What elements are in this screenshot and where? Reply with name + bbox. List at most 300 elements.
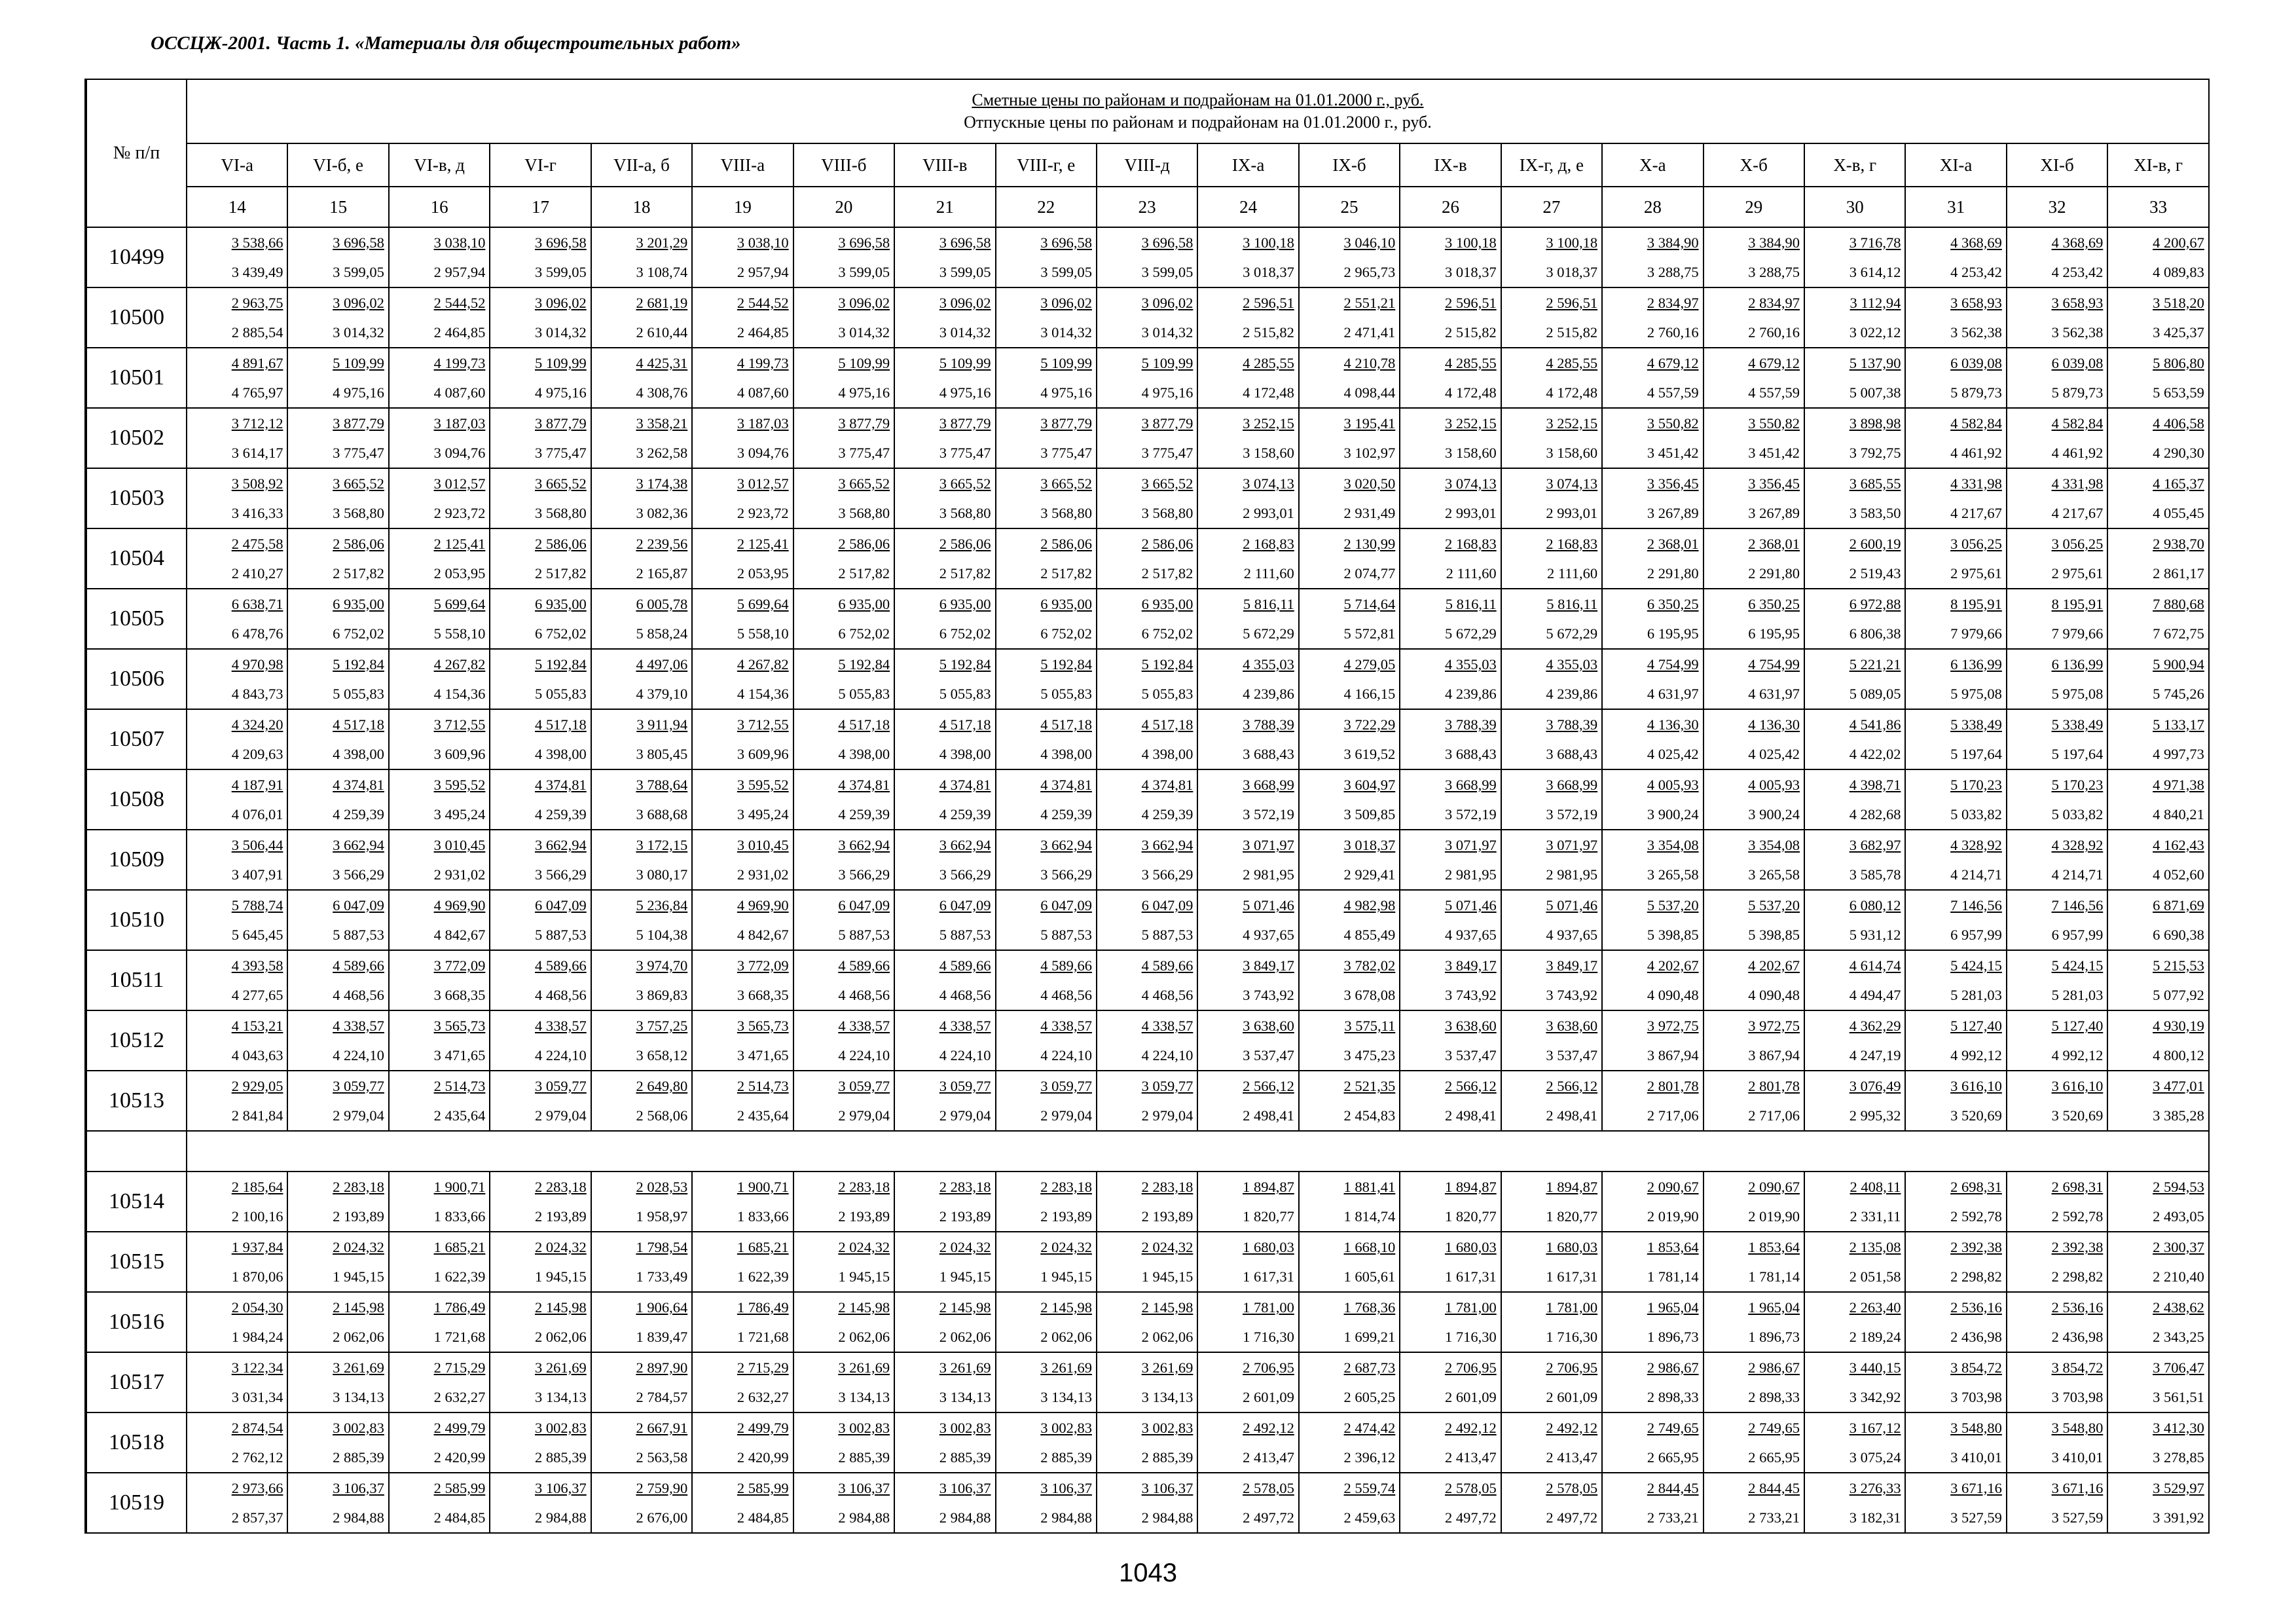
wholesale-price: 1 617,31 [1444, 1268, 1497, 1285]
wholesale-price: 5 055,83 [535, 686, 587, 702]
price-cell [1299, 468, 1400, 528]
estimated-price: 3 012,57 [737, 475, 789, 492]
price-cell [1400, 1071, 1501, 1131]
price-cell [996, 348, 1097, 408]
wholesale-price: 5 672,29 [1444, 625, 1497, 642]
wholesale-price: 5 879,73 [1950, 384, 2002, 401]
price-cell [2007, 348, 2107, 408]
price-cell [591, 1352, 692, 1412]
region-header: VII-а, б [591, 143, 692, 187]
wholesale-price: 2 413,47 [1546, 1449, 1598, 1466]
wholesale-price: 3 342,92 [1849, 1389, 1901, 1405]
estimated-price: 5 714,64 [1343, 596, 1396, 612]
estimated-price: 1 900,71 [433, 1179, 486, 1195]
price-cell [1197, 1473, 1298, 1533]
wholesale-price: 2 519,43 [1849, 565, 1901, 581]
region-header: VIII-в [894, 143, 995, 187]
price-cell [692, 769, 793, 830]
wholesale-price: 2 062,06 [1040, 1329, 1092, 1345]
estimated-price: 3 100,18 [1243, 234, 1294, 251]
price-cell [996, 408, 1097, 468]
wholesale-price: 4 631,97 [1748, 686, 1800, 702]
estimated-price: 3 010,45 [737, 837, 789, 853]
price-cell [1602, 1071, 1703, 1131]
price-cell [389, 890, 490, 950]
estimated-price: 2 844,45 [1647, 1480, 1699, 1496]
estimated-price: 3 261,69 [1040, 1359, 1092, 1376]
price-cell [490, 1352, 591, 1412]
wholesale-price: 3 134,13 [535, 1389, 587, 1405]
wholesale-price: 4 259,39 [939, 806, 991, 822]
estimated-price: 3 354,08 [1647, 837, 1699, 853]
estimated-price: 5 699,64 [433, 596, 486, 612]
wholesale-price: 3 014,32 [838, 324, 890, 341]
price-cell [2007, 1071, 2107, 1131]
price-cell [389, 1232, 490, 1292]
estimated-price: 3 712,12 [231, 415, 283, 432]
price-cell [2107, 528, 2209, 589]
estimated-price: 2 024,32 [838, 1239, 890, 1255]
column-number: 24 [1197, 187, 1298, 227]
price-cell [1602, 830, 1703, 890]
price-cell [1501, 408, 1602, 468]
wholesale-price: 2 291,80 [1748, 565, 1800, 581]
wholesale-price: 1 833,66 [737, 1208, 789, 1225]
wholesale-price: 2 298,82 [1950, 1268, 2002, 1285]
wholesale-price: 4 422,02 [1849, 746, 1901, 762]
wholesale-price: 3 568,80 [838, 505, 890, 521]
price-cell [1804, 348, 1905, 408]
estimated-price: 3 877,79 [1040, 415, 1092, 432]
wholesale-price: 5 858,24 [636, 625, 688, 642]
wholesale-price: 2 459,63 [1343, 1509, 1396, 1526]
table-row [86, 1071, 2209, 1131]
price-cell [187, 1292, 287, 1352]
estimated-price: 6 047,09 [1040, 897, 1092, 913]
estimated-price: 3 195,41 [1343, 415, 1396, 432]
price-cell [1299, 890, 1400, 950]
estimated-price: 2 024,32 [939, 1239, 991, 1255]
price-cell [1299, 1352, 1400, 1412]
price-cell [187, 1010, 287, 1071]
column-number: 16 [389, 187, 490, 227]
estimated-price: 3 854,72 [2051, 1359, 2104, 1376]
wholesale-price: 3 425,37 [2153, 324, 2204, 341]
estimated-price: 3 187,03 [433, 415, 486, 432]
wholesale-price: 4 398,00 [1040, 746, 1092, 762]
wholesale-price: 3 018,37 [1444, 264, 1497, 280]
estimated-price: 4 969,90 [433, 897, 486, 913]
estimated-price: 5 109,99 [333, 355, 384, 371]
estimated-price: 1 680,03 [1444, 1239, 1497, 1255]
price-cell [1905, 649, 2006, 709]
wholesale-price: 2 343,25 [2153, 1329, 2204, 1345]
estimated-price: 6 039,08 [2051, 355, 2104, 371]
price-cell [389, 830, 490, 890]
estimated-price: 3 668,99 [1546, 777, 1598, 793]
wholesale-price: 3 867,94 [1647, 1047, 1699, 1063]
estimated-price: 3 508,92 [231, 475, 283, 492]
wholesale-price: 4 975,16 [1040, 384, 1092, 401]
wholesale-price: 5 931,12 [1849, 927, 1901, 943]
wholesale-price: 1 716,30 [1546, 1329, 1598, 1345]
price-cell [490, 830, 591, 890]
price-cell [894, 1172, 995, 1232]
price-cell [490, 589, 591, 649]
wholesale-price: 5 558,10 [433, 625, 486, 642]
estimated-price: 1 786,49 [433, 1299, 486, 1316]
wholesale-price: 2 517,82 [333, 565, 384, 581]
wholesale-price: 2 993,01 [1546, 505, 1598, 521]
wholesale-price: 5 672,29 [1243, 625, 1294, 642]
wholesale-price: 2 464,85 [433, 324, 486, 341]
wholesale-price: 3 267,89 [1647, 505, 1699, 521]
price-cell [1400, 1292, 1501, 1352]
estimated-price: 2 536,16 [2051, 1299, 2104, 1316]
price-cell [894, 589, 995, 649]
region-header-row [86, 143, 2209, 187]
estimated-price: 1 786,49 [737, 1299, 789, 1316]
estimated-price: 2 596,51 [1546, 295, 1598, 311]
price-cell [996, 890, 1097, 950]
price-cell [1704, 287, 1804, 348]
wholesale-price: 3 014,32 [333, 324, 384, 341]
price-cell [1197, 709, 1298, 769]
price-cell [996, 830, 1097, 890]
item-number: 10509 [86, 830, 187, 890]
price-cell [287, 950, 388, 1010]
estimated-price: 3 261,69 [939, 1359, 991, 1376]
wholesale-price: 4 765,97 [231, 384, 283, 401]
price-cell [1400, 528, 1501, 589]
price-cell [591, 1412, 692, 1473]
price-cell [389, 1071, 490, 1131]
wholesale-price: 4 087,60 [737, 384, 789, 401]
price-cell [187, 649, 287, 709]
estimated-price: 2 054,30 [231, 1299, 283, 1316]
wholesale-price: 2 062,06 [838, 1329, 890, 1345]
estimated-price: 1 937,84 [231, 1239, 283, 1255]
price-cell [1097, 287, 1197, 348]
item-number: 10501 [86, 348, 187, 408]
price-cell [1501, 830, 1602, 890]
estimated-price: 3 696,58 [535, 234, 587, 251]
price-cell [1197, 890, 1298, 950]
price-cell [996, 1071, 1097, 1131]
column-number: 31 [1905, 187, 2006, 227]
wholesale-price: 4 975,16 [1141, 384, 1194, 401]
estimated-price: 6 935,00 [1141, 596, 1194, 612]
estimated-price: 3 112,94 [1850, 295, 1901, 311]
estimated-price: 1 894,87 [1546, 1179, 1598, 1195]
price-cell [1299, 227, 1400, 287]
price-cell [2007, 1412, 2107, 1473]
wholesale-price: 3 775,47 [535, 445, 587, 461]
price-cell [187, 408, 287, 468]
price-cell [1097, 408, 1197, 468]
estimated-price: 4 374,81 [333, 777, 384, 793]
wholesale-price: 4 253,42 [1950, 264, 2002, 280]
estimated-price: 2 566,12 [1444, 1078, 1497, 1094]
item-number: 10502 [86, 408, 187, 468]
wholesale-price: 3 014,32 [1141, 324, 1194, 341]
estimated-price: 4 355,03 [1243, 656, 1294, 673]
estimated-price: 3 002,83 [333, 1420, 384, 1436]
price-cell [490, 227, 591, 287]
price-cell [1299, 287, 1400, 348]
price-cell [1501, 1232, 1602, 1292]
estimated-price: 6 005,78 [636, 596, 688, 612]
estimated-price: 6 871,69 [2153, 897, 2204, 913]
price-cell [1097, 1412, 1197, 1473]
wholesale-price: 3 288,75 [1647, 264, 1699, 280]
wholesale-price: 5 055,83 [1040, 686, 1092, 702]
estimated-price: 3 518,20 [2153, 295, 2204, 311]
price-cell [1905, 528, 2006, 589]
wholesale-price: 4 975,16 [333, 384, 384, 401]
wholesale-price: 4 043,63 [231, 1047, 283, 1063]
wholesale-price: 2 298,82 [2051, 1268, 2104, 1285]
price-cell [692, 1232, 793, 1292]
item-number: 10508 [86, 769, 187, 830]
wholesale-price: 3 018,37 [1243, 264, 1294, 280]
estimated-price: 4 136,30 [1748, 716, 1800, 733]
estimated-price: 4 517,18 [939, 716, 991, 733]
estimated-price: 2 300,37 [2153, 1239, 2204, 1255]
price-cell [2107, 1232, 2209, 1292]
wholesale-price: 2 984,88 [535, 1509, 587, 1526]
estimated-price: 1 906,64 [636, 1299, 688, 1316]
wholesale-price: 2 610,44 [636, 324, 688, 341]
wholesale-price: 4 239,86 [1444, 686, 1497, 702]
wholesale-price: 2 193,89 [939, 1208, 991, 1225]
price-cell [1905, 1232, 2006, 1292]
estimated-price: 4 582,84 [1950, 415, 2002, 432]
wholesale-price: 4 214,71 [2051, 866, 2104, 883]
wholesale-price: 3 134,13 [1141, 1389, 1194, 1405]
price-cell [1704, 468, 1804, 528]
estimated-price: 3 059,77 [1141, 1078, 1194, 1094]
wholesale-price: 1 820,77 [1243, 1208, 1294, 1225]
estimated-price: 5 816,11 [1243, 596, 1294, 612]
price-cell [692, 1412, 793, 1473]
estimated-price: 5 137,90 [1849, 355, 1901, 371]
wholesale-price: 2 923,72 [433, 505, 486, 521]
price-cell [894, 890, 995, 950]
price-cell [793, 1292, 894, 1352]
wholesale-price: 2 665,95 [1647, 1449, 1699, 1466]
estimated-price: 4 754,99 [1748, 656, 1800, 673]
price-cell [490, 1232, 591, 1292]
estimated-price: 4 589,66 [535, 957, 587, 974]
estimated-price: 3 252,15 [1546, 415, 1598, 432]
price-cell [1804, 1232, 1905, 1292]
estimated-price: 5 699,64 [737, 596, 789, 612]
price-cell [1905, 468, 2006, 528]
wholesale-price: 4 259,39 [1040, 806, 1092, 822]
wholesale-price: 2 760,16 [1748, 324, 1800, 341]
price-cell [591, 408, 692, 468]
estimated-price: 4 425,31 [636, 355, 688, 371]
estimated-price: 3 662,94 [1141, 837, 1194, 853]
estimated-price: 4 338,57 [838, 1018, 890, 1034]
item-number: 10517 [86, 1352, 187, 1412]
wholesale-price: 4 992,12 [2051, 1047, 2104, 1063]
price-cell [793, 709, 894, 769]
price-cell [1704, 709, 1804, 769]
wholesale-price: 2 493,05 [2153, 1208, 2204, 1225]
wholesale-price: 4 557,59 [1748, 384, 1800, 401]
price-cell [894, 769, 995, 830]
wholesale-price: 4 087,60 [433, 384, 486, 401]
estimated-price: 4 589,66 [1141, 957, 1194, 974]
wholesale-price: 1 958,97 [636, 1208, 688, 1225]
wholesale-price: 4 166,15 [1343, 686, 1396, 702]
price-cell [1501, 1352, 1602, 1412]
wholesale-price: 3 568,80 [939, 505, 991, 521]
estimated-price: 3 010,45 [433, 837, 486, 853]
price-cell [1704, 830, 1804, 890]
wholesale-price: 4 800,12 [2153, 1047, 2204, 1063]
estimated-price: 4 210,78 [1343, 355, 1396, 371]
price-cell [1400, 227, 1501, 287]
price-cell [2007, 227, 2107, 287]
estimated-price: 2 492,12 [1444, 1420, 1497, 1436]
wholesale-price: 3 614,17 [231, 445, 283, 461]
wholesale-price: 4 224,10 [535, 1047, 587, 1063]
price-cell [2007, 769, 2107, 830]
estimated-price: 8 195,91 [1950, 596, 2002, 612]
estimated-price: 3 877,79 [535, 415, 587, 432]
price-cell [389, 348, 490, 408]
price-cell [1602, 1010, 1703, 1071]
price-cell [692, 287, 793, 348]
estimated-price: 2 929,05 [231, 1078, 283, 1094]
estimated-price: 3 071,97 [1243, 837, 1294, 853]
estimated-price: 4 136,30 [1647, 716, 1699, 733]
wholesale-price: 3 451,42 [1647, 445, 1699, 461]
price-cell [1299, 1010, 1400, 1071]
estimated-price: 3 100,18 [1546, 234, 1598, 251]
price-cell [1704, 1473, 1804, 1533]
wholesale-price: 3 075,24 [1849, 1449, 1901, 1466]
estimated-price: 3 668,99 [1243, 777, 1294, 793]
estimated-price: 4 971,38 [2153, 777, 2204, 793]
wholesale-price: 3 599,05 [333, 264, 384, 280]
column-number: 15 [287, 187, 388, 227]
price-cell [591, 528, 692, 589]
price-cell [692, 830, 793, 890]
wholesale-price: 4 975,16 [939, 384, 991, 401]
wholesale-price: 4 239,86 [1243, 686, 1294, 702]
wholesale-price: 3 451,42 [1748, 445, 1800, 461]
estimated-price: 2 687,73 [1343, 1359, 1396, 1376]
price-cell [1905, 709, 2006, 769]
estimated-price: 2 392,38 [2051, 1239, 2104, 1255]
estimated-price: 3 671,16 [2051, 1480, 2104, 1496]
price-cell [692, 528, 793, 589]
price-cell [1400, 769, 1501, 830]
wholesale-price: 4 398,00 [333, 746, 384, 762]
estimated-price: 2 566,12 [1243, 1078, 1294, 1094]
item-number: 10513 [86, 1071, 187, 1131]
estimated-price: 4 199,73 [737, 355, 789, 371]
estimated-price: 5 127,40 [2051, 1018, 2104, 1034]
estimated-price: 2 649,80 [636, 1078, 688, 1094]
price-cell [2007, 1292, 2107, 1352]
price-cell [1299, 1071, 1400, 1131]
wholesale-price: 4 398,00 [1141, 746, 1194, 762]
wholesale-price: 4 937,65 [1243, 927, 1294, 943]
wholesale-price: 3 583,50 [1849, 505, 1901, 521]
estimated-price: 3 696,58 [939, 234, 991, 251]
estimated-price: 3 849,17 [1546, 957, 1598, 974]
title-row [86, 79, 2209, 143]
wholesale-price: 2 484,85 [737, 1509, 789, 1526]
estimated-price: 3 187,03 [737, 415, 789, 432]
estimated-price: 4 374,81 [939, 777, 991, 793]
estimated-price: 2 514,73 [737, 1078, 789, 1094]
wholesale-price: 2 857,37 [231, 1509, 283, 1526]
price-cell [692, 950, 793, 1010]
wholesale-price: 1 781,14 [1647, 1268, 1699, 1285]
price-cell [187, 1071, 287, 1131]
estimated-price: 1 768,36 [1343, 1299, 1396, 1316]
wholesale-price: 3 599,05 [1040, 264, 1092, 280]
estimated-price: 2 874,54 [231, 1420, 283, 1436]
price-cell [187, 890, 287, 950]
estimated-price: 2 801,78 [1748, 1078, 1800, 1094]
wholesale-price: 3 568,80 [1040, 505, 1092, 521]
wholesale-price: 4 217,67 [1950, 505, 2002, 521]
estimated-price: 5 537,20 [1748, 897, 1800, 913]
price-cell [2007, 830, 2107, 890]
price-cell [996, 528, 1097, 589]
gap-cell [187, 1131, 2209, 1172]
wholesale-price: 5 975,08 [1950, 686, 2002, 702]
wholesale-price: 1 945,15 [535, 1268, 587, 1285]
estimated-price: 2 544,52 [737, 295, 789, 311]
price-cell [591, 1292, 692, 1352]
estimated-price: 3 712,55 [433, 716, 486, 733]
wholesale-price: 3 599,05 [939, 264, 991, 280]
estimated-price: 3 174,38 [636, 475, 688, 492]
price-cell [1501, 1292, 1602, 1352]
price-cell [1400, 830, 1501, 890]
price-cell [187, 468, 287, 528]
region-header: XI-в, г [2107, 143, 2209, 187]
estimated-price: 3 849,17 [1243, 957, 1294, 974]
estimated-price: 6 638,71 [231, 596, 283, 612]
price-cell [2007, 709, 2107, 769]
estimated-price: 4 614,74 [1849, 957, 1901, 974]
wholesale-price: 4 090,48 [1647, 987, 1699, 1003]
wholesale-price: 3 094,76 [737, 445, 789, 461]
price-cell [1097, 1071, 1197, 1131]
estimated-price: 4 355,03 [1444, 656, 1497, 673]
wholesale-price: 5 281,03 [2051, 987, 2104, 1003]
price-cell [894, 468, 995, 528]
wholesale-price: 2 165,87 [636, 565, 688, 581]
column-number: 30 [1804, 187, 1905, 227]
price-cell [1400, 1473, 1501, 1533]
price-cell [2107, 348, 2209, 408]
estimated-price: 2 596,51 [1243, 295, 1294, 311]
price-cell [490, 528, 591, 589]
estimated-price: 2 566,12 [1546, 1078, 1598, 1094]
wholesale-price: 4 468,56 [1141, 987, 1194, 1003]
wholesale-price: 5 887,53 [1141, 927, 1194, 943]
